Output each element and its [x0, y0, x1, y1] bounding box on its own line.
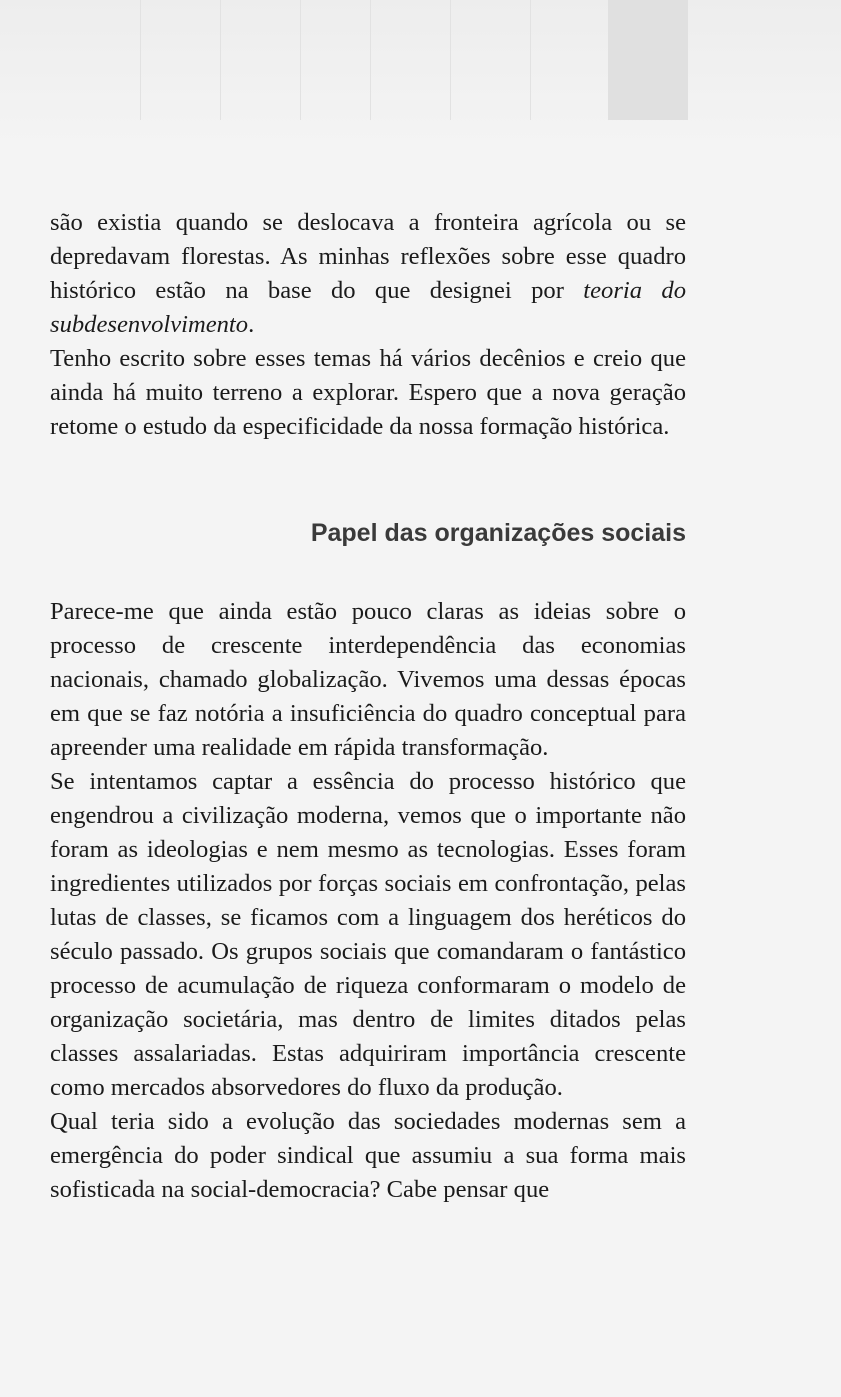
bleed-cell — [370, 0, 451, 120]
bleed-cell — [450, 0, 531, 120]
bleed-cell — [220, 0, 301, 120]
italic-term: teoria do subdesenvolvimento — [50, 277, 686, 338]
paragraph-3: Parece-me que ainda estão pouco claras as ideias sobre o processo de crescente interdependência das economias nacionais, chamado globalização. Vivemos uma dessas épocas em que se faz notória a insuficiência do quadro conceptual para apreender uma realidade em rápida transformação. — [50, 598, 686, 761]
bleed-cell — [140, 0, 221, 120]
paragraph-1 — [50, 206, 686, 342]
paragraph-2: Tenho escrito sobre esses temas há vários decênios e creio que ainda há muito terreno a explorar. Espero que a nova geração retome o estudo da especificidade da nossa formação histórica. — [50, 345, 686, 440]
bleed-cell — [60, 0, 141, 120]
paragraph-5: Qual teria sido a evolução das sociedades modernas sem a emergência do poder sindical que assumiu a sua forma mais sofisticada na social-democracia? Cabe pensar que — [50, 1108, 686, 1203]
bleed-cell — [300, 0, 371, 120]
bleed-shaded-block — [608, 0, 688, 120]
paragraph-4: Se intentamos captar a essência do processo histórico que engendrou a civilização moderna, vemos que o importante não foram as ideologias e nem mesmo as tecnologias. Esses foram ingredientes utilizados por forças sociais em confrontação, pelas lutas de classes, se ficamos com a linguagem dos heréticos do século passado. Os grupos sociais que comandaram o fantástico processo de acumulação de riqueza conformaram o modelo de organização societária, mas dentro de limites ditados pelas classes assalariadas. Estas adquiriram importância crescente como mercados absorvedores do fluxo da produção. — [50, 768, 686, 1101]
page-body — [50, 206, 686, 1207]
bleed-cell — [530, 0, 609, 120]
bleed-through-area — [0, 0, 841, 150]
paragraph-1-text: são existia quando se deslocava a fronteira agrícola ou se depredavam florestas. As minhas reflexões sobre esse quadro histórico estão na base do que designei por — [50, 209, 686, 304]
section-heading: Papel das organizações sociais — [310, 519, 686, 547]
heading-spacer — [50, 556, 686, 595]
paragraph-1-end: . — [248, 311, 255, 338]
